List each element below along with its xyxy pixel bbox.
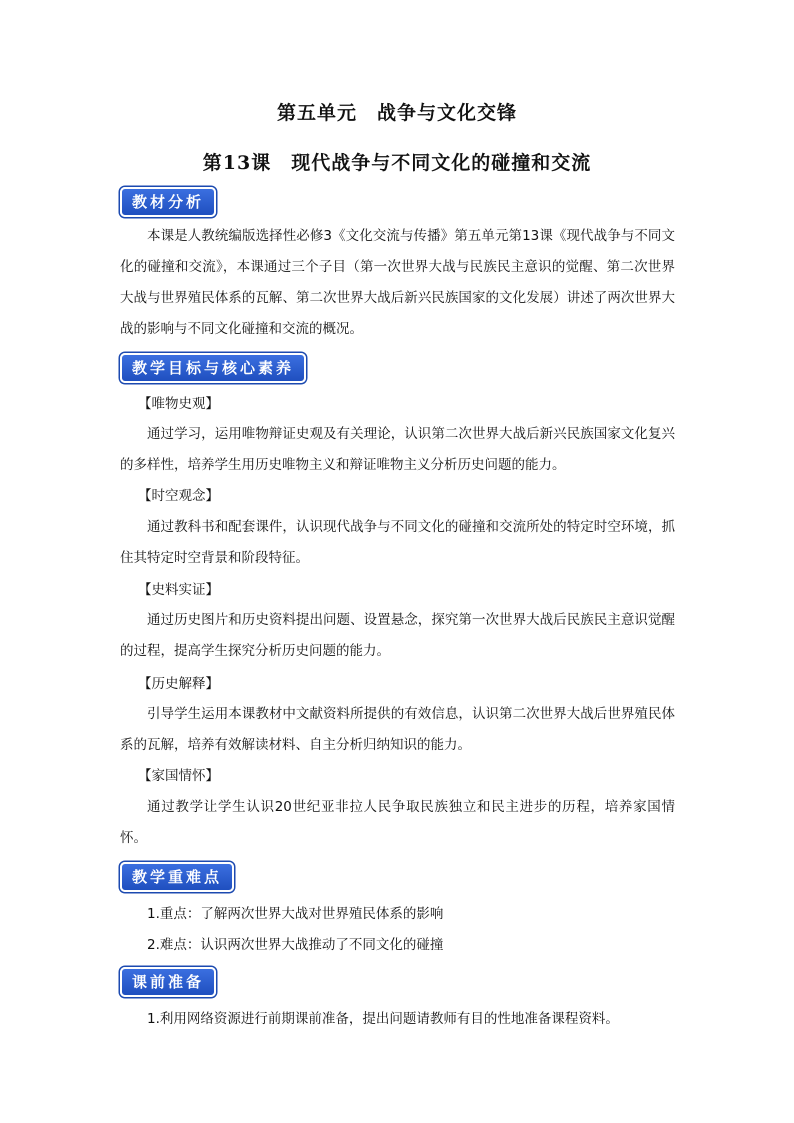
objective-text: 通过历史图片和历史资料提出问题、设置悬念，探究第一次世界大战后民族民主意识觉醒的过程，提高学生探究分析历史问题的能力。: [120, 612, 675, 659]
objective-tag: 【历史解释】: [138, 676, 219, 692]
section-heading-key-points: 教学重难点: [120, 862, 234, 892]
objective-text: 通过教科书和配套课件，认识现代战争与不同文化的碰撞和交流所处的特定时空环境，抓住其特定时空背景和阶段特征。: [120, 519, 675, 566]
analysis-paragraph: 本课是人教统编版选择性必修3《文化交流与传播》第五单元第13课《现代战争与不同文化的碰撞和交流》，本课通过三个子目（第一次世界大战与民族民主意识的觉醒、第二次世界大战与世界殖民体系的瓦解、第二次世界大战后新兴民族国家的文化发展）讲述了两次世界大战的影响与不同文化碰撞和交流的概况。: [120, 228, 675, 337]
objective-text: 通过学习，运用唯物辩证史观及有关理论，认识第二次世界大战后新兴民族国家文化复兴的多样性，培养学生用历史唯物主义和辩证唯物主义分析历史问题的能力。: [120, 426, 675, 473]
section-heading-analysis: 教材分析: [120, 187, 216, 217]
key-point-item: 2.难点：认识两次世界大战推动了不同文化的碰撞: [147, 937, 444, 953]
section-heading-objectives: 教学目标与核心素养: [120, 353, 306, 383]
objective-text: 引导学生运用本课教材中文献资料所提供的有效信息，认识第二次世界大战后世界殖民体系的瓦解，培养有效解读材料、自主分析归纳知识的能力。: [120, 706, 675, 753]
lesson-title: 第13课 现代战争与不同文化的碰撞和交流: [202, 152, 592, 174]
objective-tag: 【史料实证】: [138, 582, 219, 598]
section-heading-preparation: 课前准备: [120, 967, 216, 997]
objective-tag: 【时空观念】: [138, 488, 219, 504]
objective-tag: 【家国情怀】: [138, 768, 219, 784]
objective-text: 通过教学让学生认识20世纪亚非拉人民争取民族独立和民主进步的历程，培养家国情怀。: [120, 799, 675, 846]
unit-title: 第五单元 战争与文化交锋: [276, 102, 517, 124]
key-point-item: 1.重点：了解两次世界大战对世界殖民体系的影响: [147, 906, 444, 922]
objective-tag: 【唯物史观】: [138, 396, 219, 412]
preparation-item: 1.利用网络资源进行前期课前准备，提出问题请教师有目的性地准备课程资料。: [147, 1011, 619, 1027]
